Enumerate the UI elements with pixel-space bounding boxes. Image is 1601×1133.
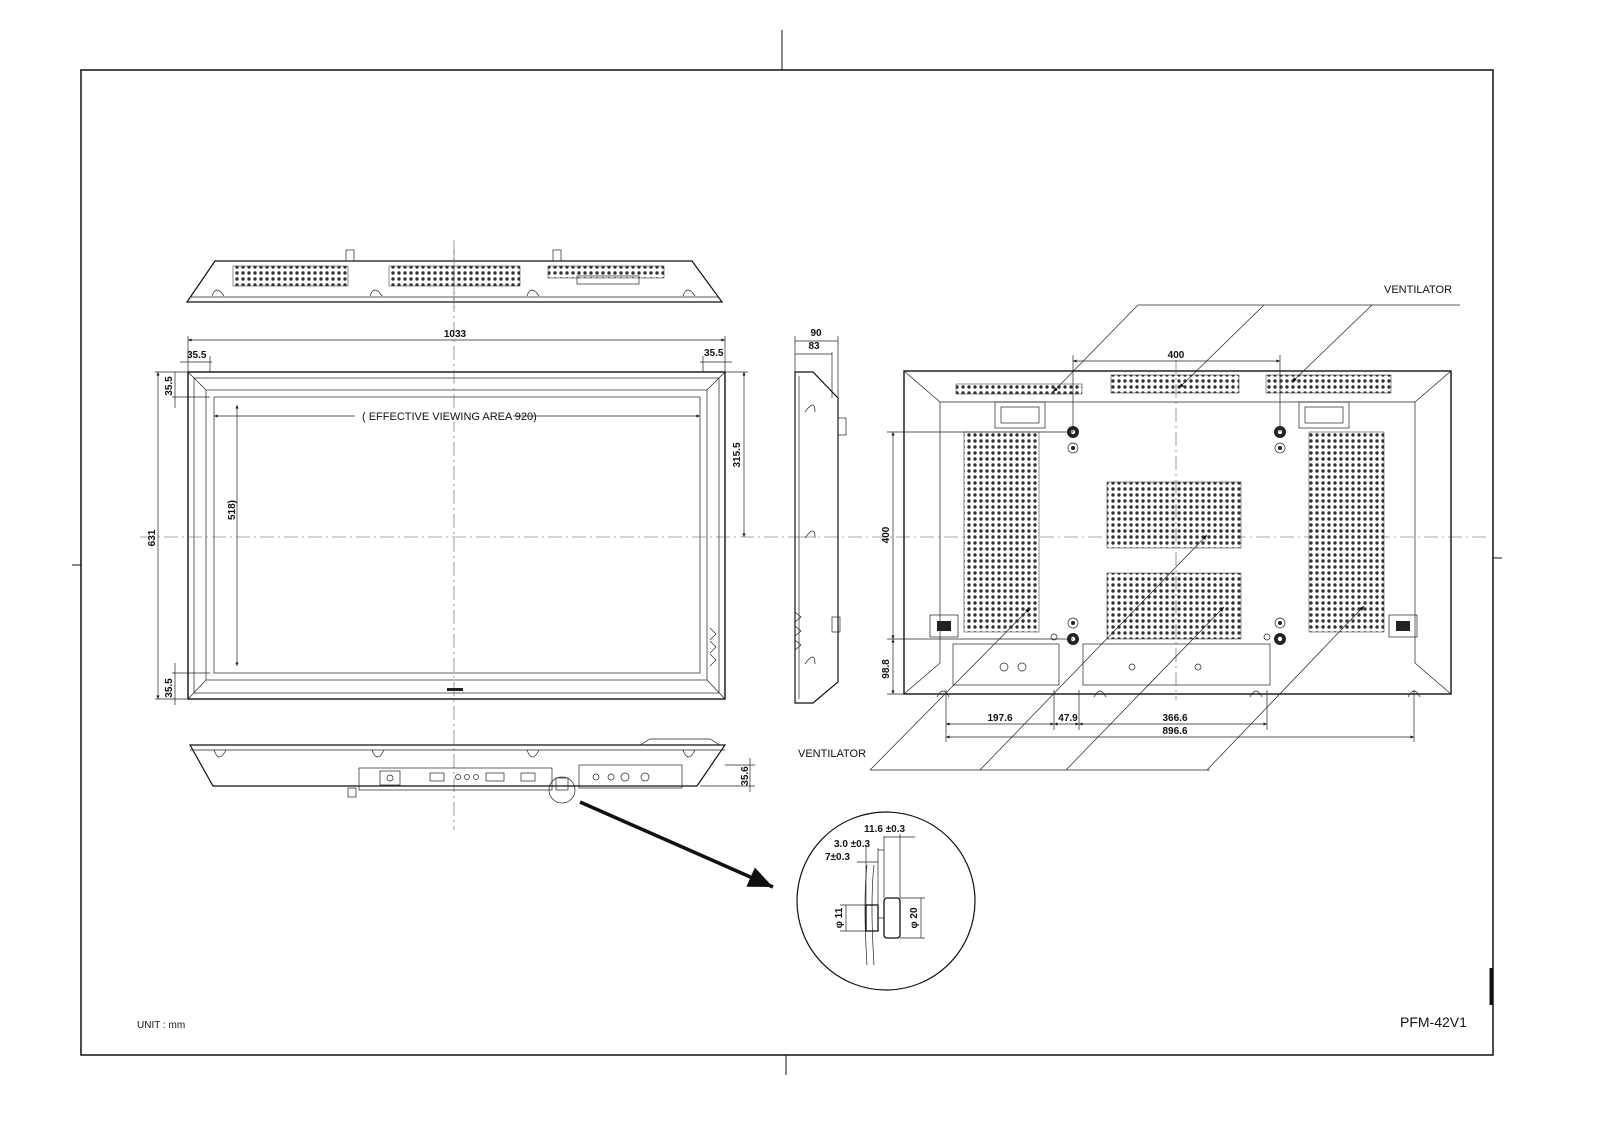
dim-depth-body: 83 — [808, 341, 820, 352]
detail-circle — [797, 812, 975, 990]
ventilator-label-bottom: VENTILATOR — [798, 748, 867, 760]
dim-depth-total: 90 — [810, 328, 822, 339]
dim-bezel-bottom: 35.5 — [164, 678, 175, 698]
dim-overall-height: 631 — [147, 529, 158, 547]
sheet-border — [81, 70, 1493, 1055]
detail-dia-20: φ 20 — [909, 907, 920, 929]
bottom-view — [190, 739, 755, 803]
detail-dim-11-6: 11.6 ±0.3 — [864, 824, 906, 835]
side-view — [795, 328, 846, 703]
dim-bottom-offset: 98.8 — [881, 659, 892, 679]
effective-area-label: ( EFFECTIVE VIEWING AREA 920) — [362, 411, 537, 423]
dim-bottom-depth: 35.6 — [740, 766, 751, 786]
dim-screen-height: 518) — [227, 499, 238, 521]
detail-dim-7: 7±0.3 — [825, 852, 850, 863]
model-label: PFM-42V1 — [1400, 1014, 1467, 1030]
dim-rear-197: 197.6 — [987, 713, 1013, 724]
dim-half-height: 315.5 — [732, 442, 743, 468]
dim-rear-896: 896.6 — [1162, 726, 1188, 737]
rear-view — [904, 360, 1451, 700]
unit-label: UNIT : mm — [137, 1020, 186, 1031]
dim-bezel-top: 35.5 — [164, 376, 175, 396]
dim-bezel-left: 35.5 — [187, 350, 207, 361]
detail-dia-11: φ 11 — [834, 907, 845, 929]
dim-overall-width: 1033 — [443, 329, 467, 340]
detail-view — [580, 802, 975, 990]
ventilator-label-top: VENTILATOR — [1384, 284, 1453, 296]
dim-mount-vertical: 400 — [881, 526, 892, 544]
dim-bezel-right: 35.5 — [704, 348, 724, 359]
dim-rear-47: 47.9 — [1058, 713, 1078, 724]
front-dimensions — [147, 329, 748, 705]
top-view — [187, 240, 722, 310]
dim-rear-366: 366.6 — [1162, 713, 1188, 724]
detail-dim-3-0: 3.0 ±0.3 — [834, 839, 871, 850]
dim-mount-horizontal: 400 — [1167, 350, 1185, 361]
